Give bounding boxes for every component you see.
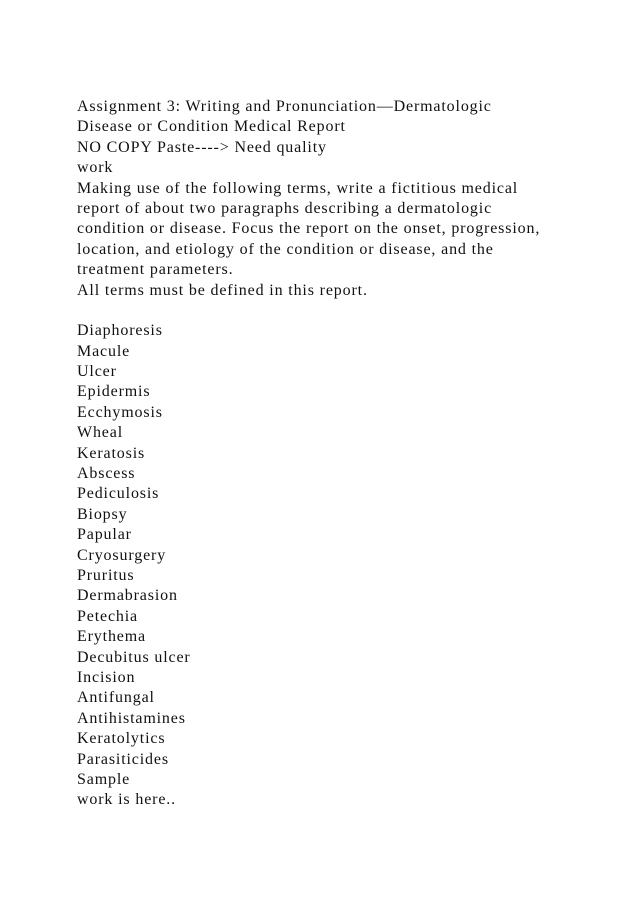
term-item: Ecchymosis	[77, 403, 163, 421]
sample-footer	[77, 770, 617, 811]
assignment-title	[77, 97, 617, 138]
term-item: Parasiticides	[77, 750, 169, 768]
footer-line: work is here..	[77, 791, 176, 809]
term-item: Keratosis	[77, 444, 146, 462]
quality-note	[77, 138, 617, 179]
term-item: Ulcer	[77, 363, 117, 381]
term-item: Antihistamines	[77, 709, 186, 727]
instruction-line: All terms must be defined in this report.	[77, 281, 368, 299]
instruction-line: report of about two paragraphs describing a dermatologic	[77, 199, 493, 217]
instruction-line: Making use of the following terms, write a fictitious medical	[77, 179, 519, 197]
instruction-line: treatment parameters.	[77, 261, 234, 279]
instruction-line: location, and etiology of the condition or disease, and the	[77, 240, 494, 258]
footer-line: Sample	[77, 770, 131, 788]
instructions-paragraph	[77, 179, 617, 301]
term-item: Wheal	[77, 424, 123, 442]
term-item: Incision	[77, 668, 136, 686]
term-item: Macule	[77, 342, 131, 360]
note-line: NO COPY Paste----> Need quality	[77, 138, 327, 156]
term-item: Biopsy	[77, 505, 128, 523]
term-item: Keratolytics	[77, 730, 166, 748]
term-item: Antifungal	[77, 689, 155, 707]
term-item: Abscess	[77, 465, 136, 483]
term-item: Pruritus	[77, 566, 135, 584]
term-item: Dermabrasion	[77, 587, 178, 605]
term-item: Petechia	[77, 607, 138, 625]
title-line: Assignment 3: Writing and Pronunciation—Dermatologic	[77, 98, 492, 115]
terms-list	[77, 321, 617, 770]
term-item: Diaphoresis	[77, 322, 163, 340]
term-item: Erythema	[77, 628, 146, 646]
term-item: Epidermis	[77, 383, 151, 401]
instruction-line: condition or disease. Focus the report on the onset, progression,	[77, 220, 541, 238]
blank-line	[77, 301, 617, 321]
term-item: Decubitus ulcer	[77, 648, 191, 666]
term-item: Pediculosis	[77, 485, 160, 503]
term-item: Papular	[77, 526, 132, 544]
document-body	[77, 97, 617, 811]
title-line: Disease or Condition Medical Report	[77, 118, 346, 136]
note-line: work	[77, 159, 114, 177]
term-item: Cryosurgery	[77, 546, 167, 564]
